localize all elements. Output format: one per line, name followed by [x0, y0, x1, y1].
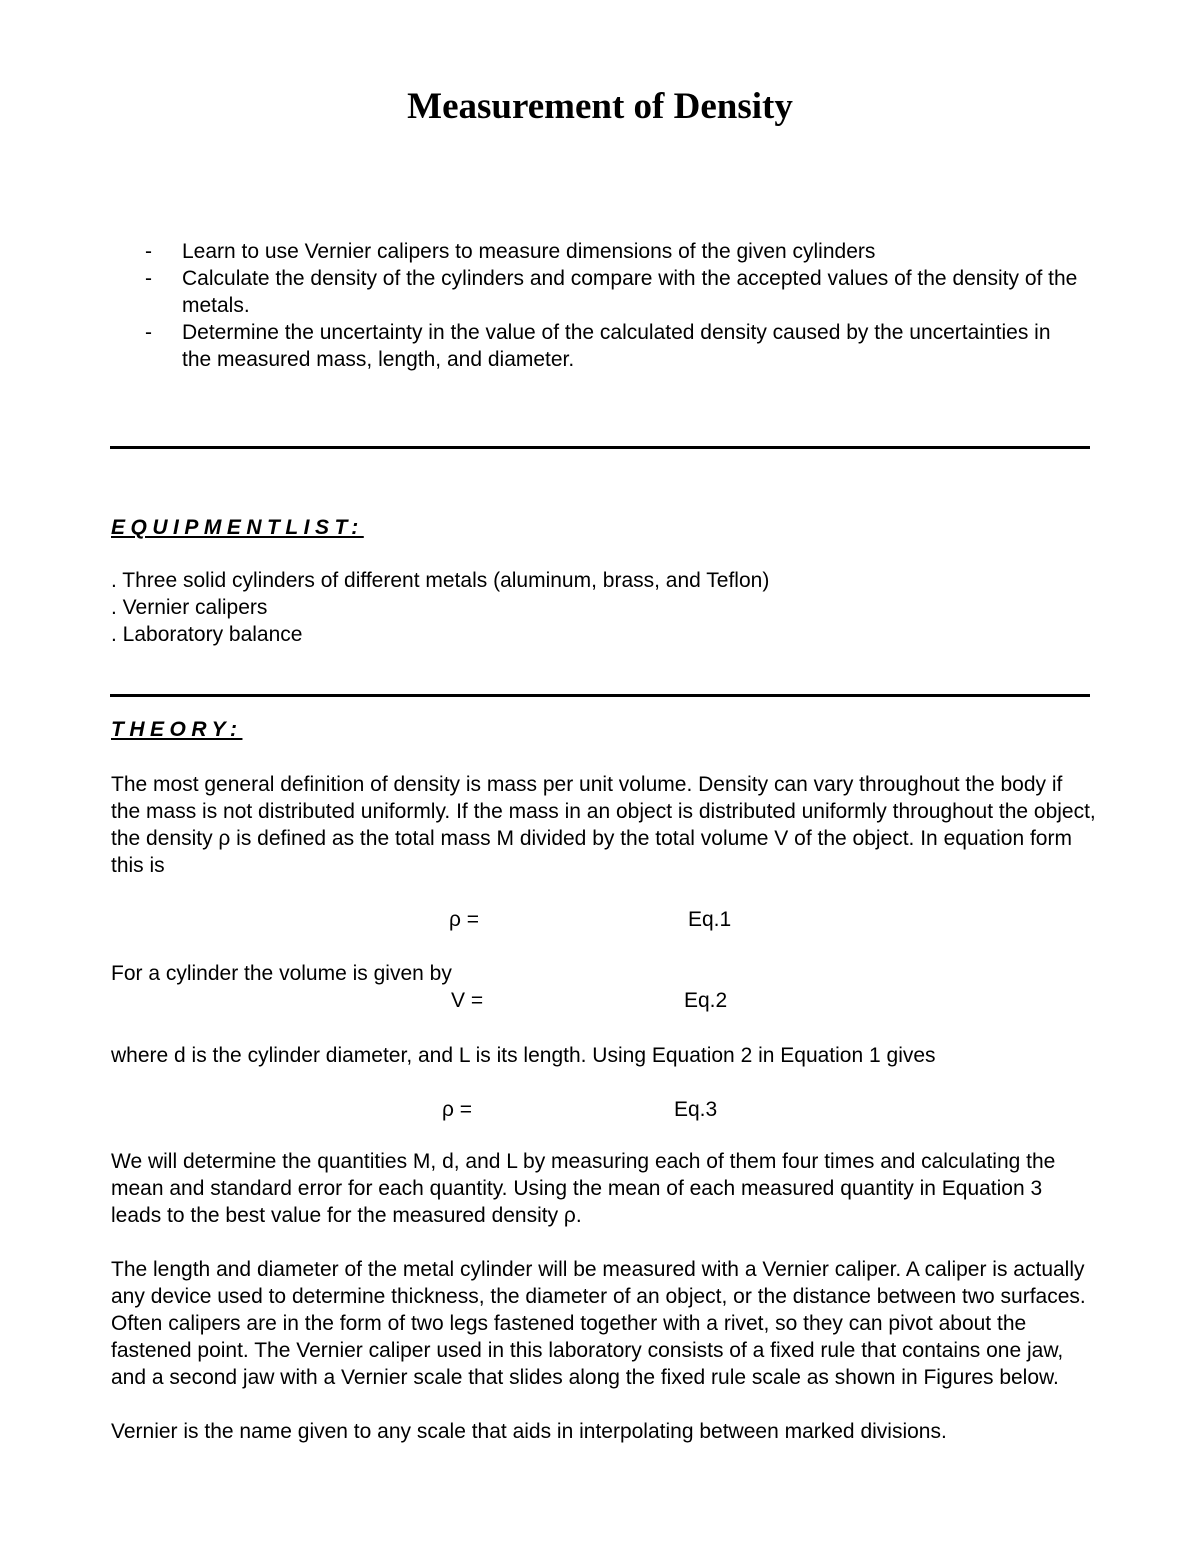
equipment-item: . Vernier calipers	[111, 596, 268, 619]
objective-text: Calculate the density of the cylinders and compare with the accepted values of the density of the metals.	[182, 267, 1078, 317]
theory-paragraph-5: Vernier is the name given to any scale that aids in interpolating between marked divisions.	[111, 1420, 947, 1443]
theory-paragraph-2: where d is the cylinder diameter, and L is its length. Using Equation 2 in Equation 1 gives	[111, 1044, 936, 1067]
equation-2-lhs: V =	[451, 989, 484, 1012]
objectives-list	[145, 238, 1085, 373]
document-title: Measurement of Density	[407, 86, 793, 127]
theory-paragraph-4: The length and diameter of the metal cylinder will be measured with a Vernier caliper. A caliper is actually any device used to determine thickness, the diameter of an object, or the distance between two surfaces. Often calipers are in the form of two legs fastened together with a rivet, so they can pivot about the fastened point. The Vernier caliper used in this laboratory consists of a fixed rule that contains one jaw, and a second jaw with a Vernier scale that slides along the fixed rule scale as shown in Figures below.	[111, 1258, 1086, 1389]
equation-2-label: Eq.2	[684, 989, 728, 1012]
objective-text: Determine the uncertainty in the value of the calculated density caused by the uncertainties in the measured mass, length, and diameter.	[182, 321, 1051, 371]
equation-1-label: Eq.1	[688, 908, 732, 931]
cylinder-volume-intro: For a cylinder the volume is given by	[111, 962, 452, 985]
objective-item	[145, 238, 1085, 265]
equation-3-lhs: ρ =	[442, 1098, 473, 1121]
list-dash: -	[145, 321, 152, 344]
list-dash: -	[145, 267, 152, 290]
section-divider	[110, 446, 1090, 449]
section-divider	[110, 694, 1090, 697]
equipment-item: . Laboratory balance	[111, 623, 303, 646]
equipment-list	[111, 567, 769, 648]
objective-item	[145, 319, 1085, 373]
theory-paragraph-1: The most general definition of density is mass per unit volume. Density can vary throughout the body if the mass is not distributed uniformly. If the mass in an object is distributed uniformly throughout the object, the density ρ is defined as the total mass M divided by the total volume V of the object. In equation form this is	[111, 773, 1096, 877]
theory-paragraph-3: We will determine the quantities M, d, and L by measuring each of them four times and calculating the mean and standard error for each quantity. Using the mean of each measured quantity in Equation 3 leads to the best value for the measured density ρ.	[111, 1150, 1056, 1227]
equipment-heading: EQUIPMENTLIST:	[111, 516, 364, 539]
equipment-item: . Three solid cylinders of different metals (aluminum, brass, and Teflon)	[111, 569, 770, 592]
theory-heading: THEORY:	[111, 718, 243, 741]
equation-1-lhs: ρ =	[449, 908, 480, 931]
equation-3-label: Eq.3	[674, 1098, 718, 1121]
list-dash: -	[145, 240, 152, 263]
objective-text: Learn to use Vernier calipers to measure dimensions of the given cylinders	[182, 240, 876, 263]
objective-item	[145, 265, 1085, 319]
